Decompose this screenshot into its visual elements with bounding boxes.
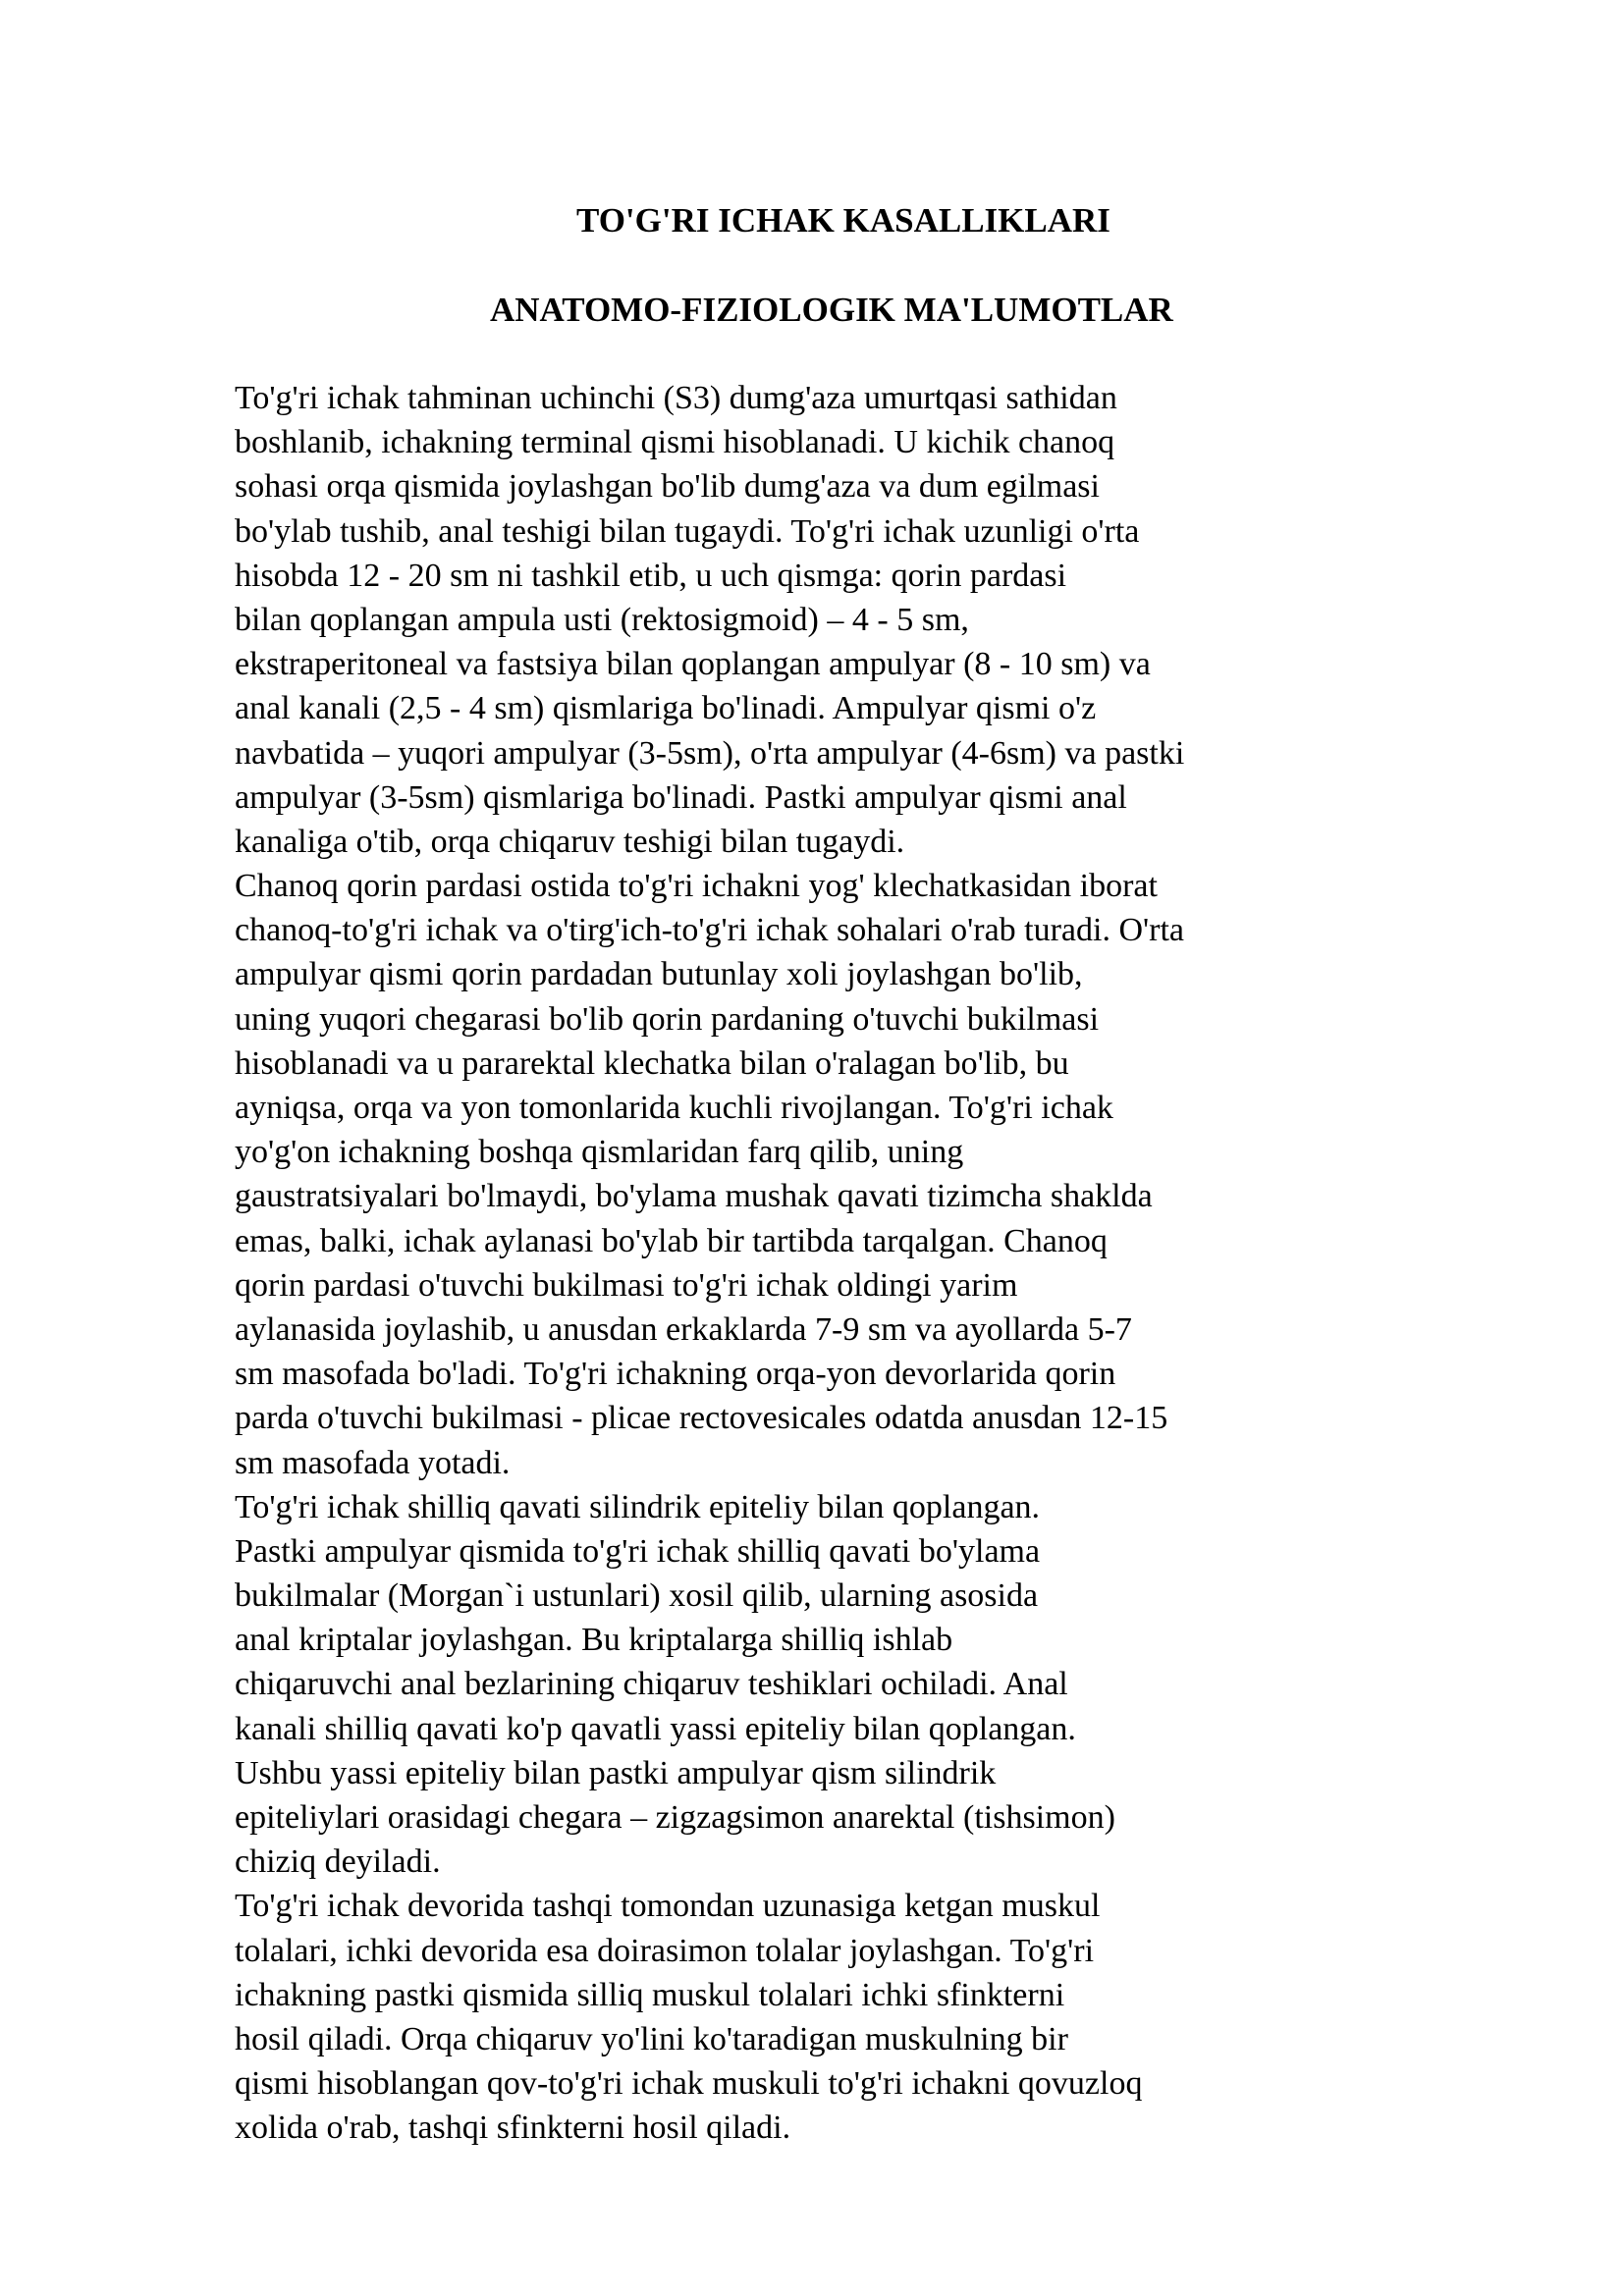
text-line: ampulyar qismi qorin pardadan butunlay xoli joylashgan bo'lib, xyxy=(235,956,1083,993)
text-line: To'g'ri ichak devorida tashqi tomondan uzunasiga ketgan muskul xyxy=(235,1888,1101,1925)
text-line: epiteliylari orasidagi chegara – zigzagsimon anarektal (tishsimon) xyxy=(235,1799,1115,1836)
text-line: chanoq-to'g'ri ichak va o'tirg'ich-to'g'ri ichak sohalari o'rab turadi. O'rta xyxy=(235,912,1185,949)
text-line: emas, balki, ichak aylanasi bo'ylab bir tartibda tarqalgan. Chanoq xyxy=(235,1222,1108,1259)
text-line: Chanoq qorin pardasi ostida to'g'ri ichakni yog' klechatkasidan iborat xyxy=(235,868,1158,905)
text-line: hisobda 12 - 20 sm ni tashkil etib, u uch qismga: qorin pardasi xyxy=(235,557,1067,594)
text-line: ekstraperitoneal va fastsiya bilan qoplangan ampulyar (8 - 10 sm) va xyxy=(235,646,1151,683)
document-title: TO'G'RI ICHAK KASALLIKLARI xyxy=(576,201,1110,240)
text-line: hisoblanadi va u pararektal klechatka bilan o'ralagan bo'lib, bu xyxy=(235,1044,1069,1082)
text-line: Pastki ampulyar qismida to'g'ri ichak shilliq qavati bo'ylama xyxy=(235,1532,1041,1570)
text-line: boshlanib, ichakning terminal qismi hisoblanadi. U kichik chanoq xyxy=(235,424,1115,461)
text-line: uning yuqori chegarasi bo'lib qorin pardaning o'tuvchi bukilmasi xyxy=(235,1000,1100,1038)
text-line: kanali shilliq qavati ko'p qavatli yassi epiteliy bilan qoplangan. xyxy=(235,1710,1076,1747)
text-line: To'g'ri ichak tahminan uchinchi (S3) dumg'aza umurtqasi sathidan xyxy=(235,380,1117,416)
text-line: bukilmalar (Morgan`i ustunlari) xosil qilib, ularning asosida xyxy=(235,1577,1039,1615)
text-line: ampulyar (3-5sm) qismlariga bo'linadi. Pastki ampulyar qismi anal xyxy=(235,778,1127,816)
text-line: To'g'ri ichak shilliq qavati silindrik epiteliy bilan qoplangan. xyxy=(235,1488,1041,1525)
text-line: kanaliga o'tib, orqa chiqaruv teshigi bilan tugaydi. xyxy=(235,823,905,860)
text-line: xolida o'rab, tashqi sfinkterni hosil qiladi. xyxy=(235,2109,791,2147)
text-line: yo'g'on ichakning boshqa qismlaridan farq qilib, uning xyxy=(235,1134,964,1171)
text-line: sm masofada yotadi. xyxy=(235,1444,511,1481)
text-line: chiziq deyiladi. xyxy=(235,1843,441,1881)
text-line: aylanasida joylashib, u anusdan erkaklarda 7-9 sm va ayollarda 5-7 xyxy=(235,1310,1132,1348)
text-line: qismi hisoblangan qov-to'g'ri ichak muskuli to'g'ri ichakni qovuzloq xyxy=(235,2065,1143,2103)
text-line: anal kriptalar joylashgan. Bu kriptalarga shilliq ishlab xyxy=(235,1622,953,1659)
text-line: qorin pardasi o'tuvchi bukilmasi to'g'ri ichak oldingi yarim xyxy=(235,1266,1018,1304)
text-line: Ushbu yassi epiteliy bilan pastki ampulyar qism silindrik xyxy=(235,1754,997,1791)
text-line: hosil qiladi. Orqa chiqaruv yo'lini ko'taradigan muskulning bir xyxy=(235,2020,1068,2057)
text-line: gaustratsiyalari bo'lmaydi, bo'ylama mushak qavati tizimcha shaklda xyxy=(235,1178,1153,1215)
text-line: ayniqsa, orqa va yon tomonlarida kuchli rivojlangan. To'g'ri ichak xyxy=(235,1090,1113,1126)
text-line: sohasi orqa qismida joylashgan bo'lib dumg'aza va dum egilmasi xyxy=(235,468,1100,506)
text-line: sm masofada bo'ladi. To'g'ri ichakning orqa-yon devorlarida qorin xyxy=(235,1356,1116,1393)
document-body xyxy=(235,376,1413,2151)
text-line: navbatida – yuqori ampulyar (3-5sm), o'rta ampulyar (4-6sm) va pastki xyxy=(235,734,1185,772)
document-subtitle: ANATOMO-FIZIOLOGIK MA'LUMOTLAR xyxy=(490,291,1173,329)
text-line: anal kanali (2,5 - 4 sm) qismlariga bo'linadi. Ampulyar qismi o'z xyxy=(235,690,1097,727)
text-line: bilan qoplangan ampula usti (rektosigmoid) – 4 - 5 sm, xyxy=(235,601,969,638)
text-line: tolalari, ichki devorida esa doirasimon tolalar joylashgan. To'g'ri xyxy=(235,1932,1095,1969)
text-line: bo'ylab tushib, anal teshigi bilan tugaydi. To'g'ri ichak uzunligi o'rta xyxy=(235,512,1140,550)
text-line: chiqaruvchi anal bezlarining chiqaruv teshiklari ochiladi. Anal xyxy=(235,1666,1068,1703)
text-line: parda o'tuvchi bukilmasi - plicae rectovesicales odatda anusdan 12-15 xyxy=(235,1400,1168,1437)
text-line: ichakning pastki qismida silliq muskul tolalari ichki sfinkterni xyxy=(235,1976,1065,2013)
